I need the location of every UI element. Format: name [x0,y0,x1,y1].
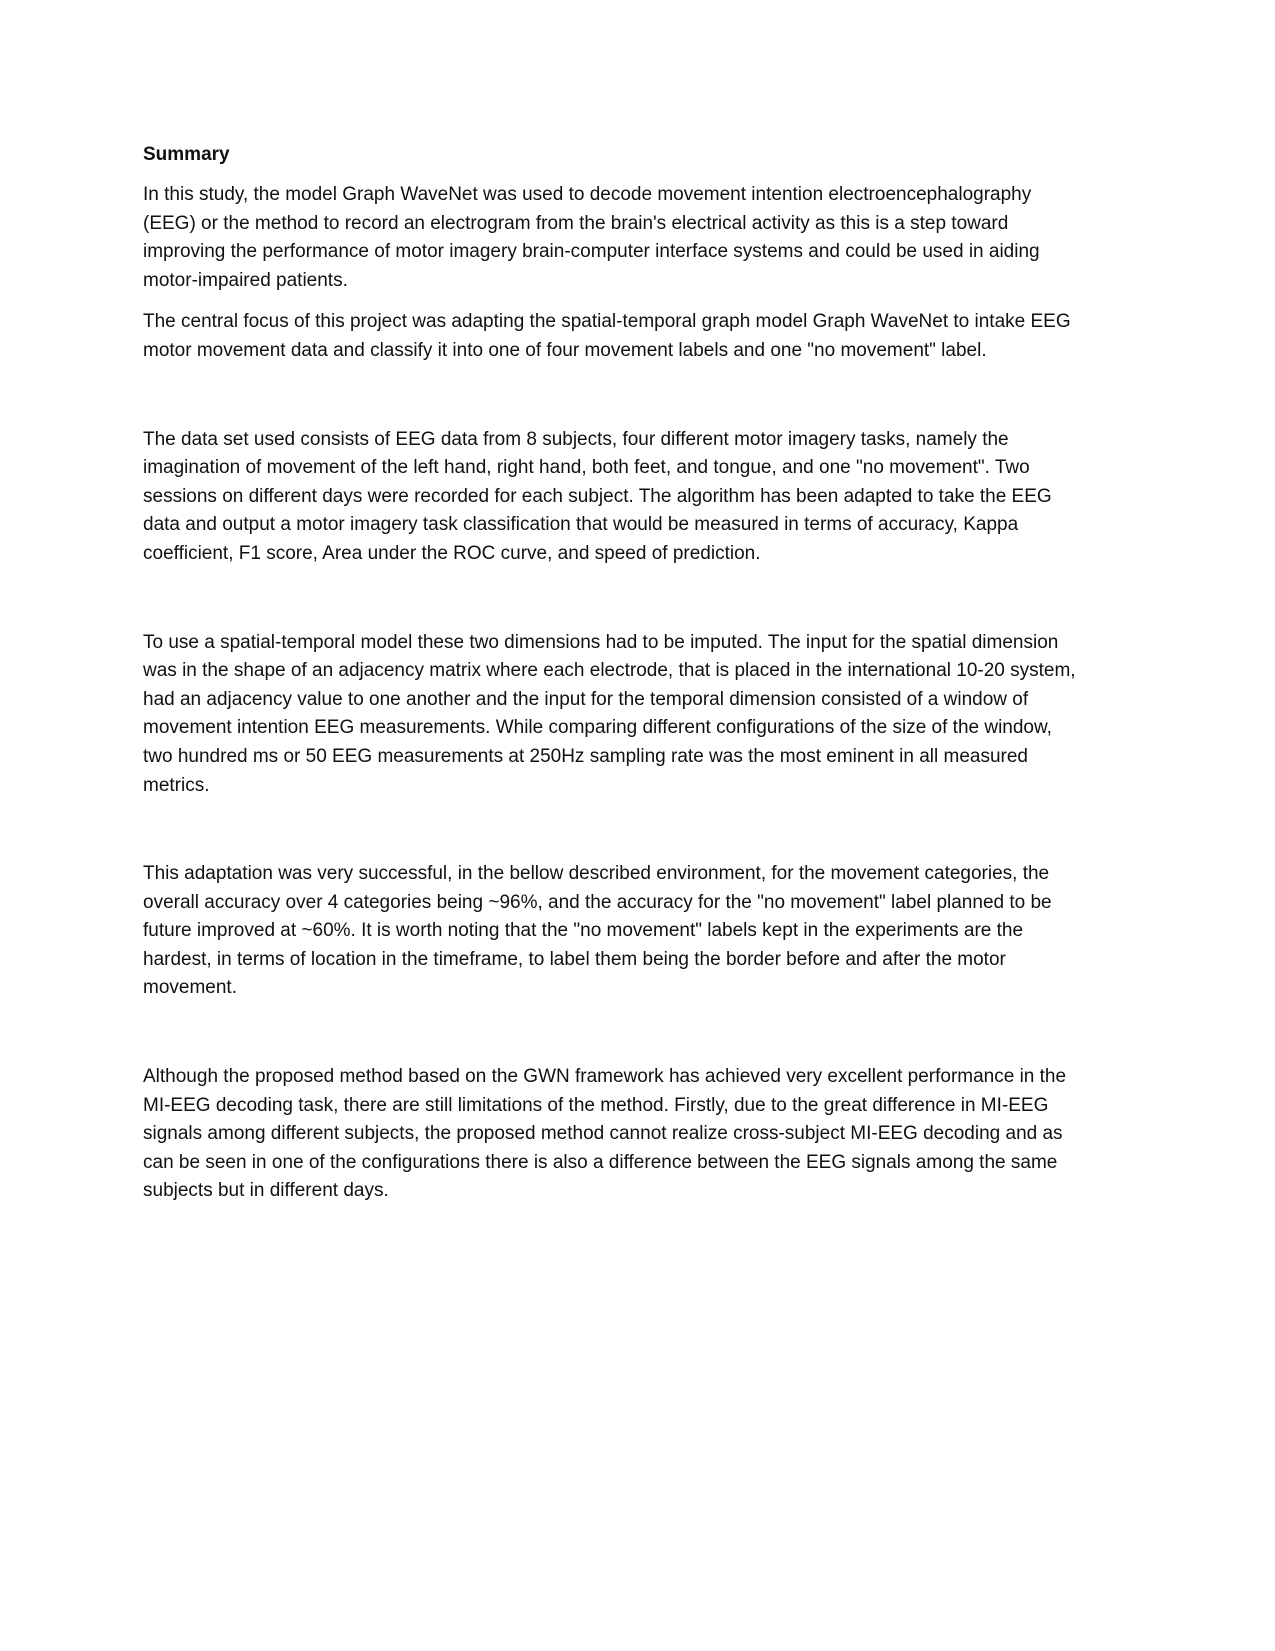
paragraph-results: This adaptation was very successful, in the bellow described environment, for the movement categories, the overall accuracy over 4 categories being ~96%, and the accuracy for the "no movement" label planned to be future improved at ~60%. It is worth noting that the "no movement" labels kept in the experiments are the hardest, in terms of location in the timeframe, to label them being the border before and after the motor movement. [143,863,1052,999]
paragraph-focus: The central focus of this project was adapting the spatial-temporal graph model Graph WaveNet to intake EEG motor movement data and classify it into one of four movement labels and one "no movement" label. [143,311,1071,361]
paragraph-method: To use a spatial-temporal model these two dimensions had to be imputed. The input for the spatial dimension was in the shape of an adjacency matrix where each electrode, that is placed in the international 10-20 system, had an adjacency value to one another and the input for the temporal dimension consisted of a window of movement intention EEG measurements. While comparing different configurations of the size of the window, two hundred ms or 50 EEG measurements at 250Hz sampling rate was the most eminent in all measured metrics. [143,631,1076,796]
section-heading: Summary [143,144,230,165]
paragraph-dataset: The data set used consists of EEG data from 8 subjects, four different motor imagery tasks, namely the imagination of movement of the left hand, right hand, both feet, and tongue, and one "no movement". Two sessions on different days were recorded for each subject. The algorithm has been adapted to take the EEG data and output a motor imagery task classification that would be measured in terms of accuracy, Kappa coefficient, F1 score, Area under the ROC curve, and speed of prediction. [143,428,1052,564]
paragraph-intro: In this study, the model Graph WaveNet was used to decode movement intention electroencephalography (EEG) or the method to record an electrogram from the brain's electrical activity as this is a step toward improving the performance of motor imagery brain-computer interface systems and could be used in aiding motor-impaired patients. [143,184,1040,291]
document-body [143,143,1083,1206]
paragraph-limitations: Although the proposed method based on the GWN framework has achieved very excellent performance in the MI-EEG decoding task, there are still limitations of the method. Firstly, due to the great difference in MI-EEG signals among different subjects, the proposed method cannot realize cross-subject MI-EEG decoding and as can be seen in one of the configurations there is also a difference between the EEG signals among the same subjects but in different days. [143,1066,1067,1202]
